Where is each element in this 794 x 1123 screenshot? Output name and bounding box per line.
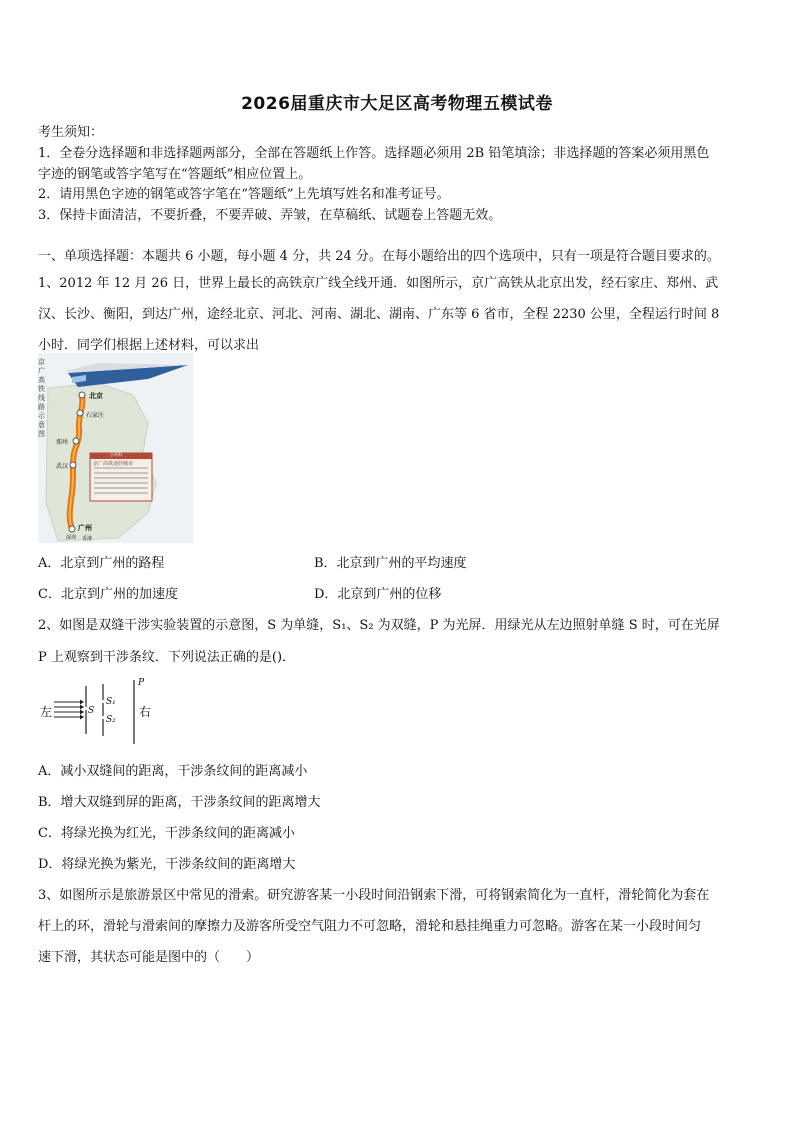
rail-map-figure <box>38 353 193 543</box>
rail-map-svg <box>38 353 193 543</box>
question-3-line: 杆上的环，滑轮与滑索间的摩擦力及游客所受空气阻力不可忽略，滑轮和悬挂绳重力可忽略。游客在某一小段时间匀 <box>38 919 702 934</box>
question-1-line: 1、2012 年 12 月 26 日，世界上最长的高铁京广线全线开通．如图所示，京广高铁从北京出发，经石家庄、郑州、武 <box>38 276 719 291</box>
city-label: 石家庄 <box>86 412 105 419</box>
notice-item: 3．保持卡面清洁，不要折叠，不要弄破、弄皱，在草稿纸、试题卷上答题无效。 <box>38 208 502 223</box>
city-label: 武汉 <box>56 463 69 470</box>
city-label: 广州 <box>78 523 92 532</box>
right-label: 右 <box>139 705 152 719</box>
info-box-header: 小资料 <box>110 452 122 457</box>
question-2-line: 2、如图是双缝干涉实验装置的示意图，S 为单缝，S₁、S₂ 为双缝，P 为光屏．用绿光从左边照射单缝 S 时，可在光屏 <box>38 618 720 633</box>
notice-item: 字迹的钢笔或答字笔写在“答题纸”相应位置上。 <box>38 167 312 182</box>
notice-heading: 考生须知： <box>38 125 104 140</box>
city-label: 郑州 <box>56 439 69 446</box>
question-3-line: 速下滑，其状态可能是图中的（ ） <box>38 950 260 965</box>
city-label: 香港 <box>82 536 93 542</box>
option-d: D．将绿光换为紫光，干涉条纹间的距离增大 <box>38 857 296 872</box>
section-heading: 一、单项选择题：本题共 6 小题，每小题 4 分，共 24 分。在每小题给出的四个选项中，只有一项是符合题目要求的。 <box>38 249 720 264</box>
option-a: A．减小双缝间的距离，干涉条纹间的距离减小 <box>38 764 308 779</box>
option-d: D．北京到广州的位移 <box>314 587 442 602</box>
notice-item: 2．请用黑色字迹的钢笔或答字笔在“答题纸”上先填写姓名和准考证号。 <box>38 187 450 202</box>
info-box-title: 京广高铁途经城市 <box>93 461 134 467</box>
question-3-line: 3、如图所示是旅游景区中常见的滑索。研究游客某一小段时间沿钢索下滑，可将钢索简化为一直杆，滑轮简化为套在 <box>38 888 710 903</box>
question-1-line: 小时．同学们根据上述材料，可以求出 <box>38 338 260 353</box>
question-1-line: 汉、长沙、衡阳，到达广州，途经北京、河北、河南、湖北、湖南、广东等 6 省市，全程 2230 公里，全程运行时间 8 <box>38 307 720 322</box>
screen-p-label: P <box>138 678 145 688</box>
map-side-label: 京 广 高 铁 线 路 示 意 图 <box>38 358 45 438</box>
question-2-line: P 上观察到干涉条纹．下列说法正确的是()． <box>38 650 296 665</box>
left-label: 左 <box>40 705 53 719</box>
double-slit-figure <box>38 676 163 748</box>
city-label: 北京 <box>89 391 103 400</box>
page-title: 2026届重庆市大足区高考物理五模试卷 <box>241 94 553 114</box>
slit-s2-label: S₂ <box>106 715 116 725</box>
option-b: B．增大双缝到屏的距离，干涉条纹间的距离增大 <box>38 795 321 810</box>
option-a: A．北京到广州的路程 <box>38 556 165 571</box>
slit-s-label: S <box>88 706 95 716</box>
option-c: C．北京到广州的加速度 <box>38 587 178 602</box>
option-c: C．将绿光换为红光，干涉条纹间的距离减小 <box>38 826 295 841</box>
option-b: B．北京到广州的平均速度 <box>314 556 467 571</box>
notice-item: 1．全卷分选择题和非选择题两部分，全部在答题纸上作答。选择题必须用 2B 铅笔填涂；非选择题的答案必须用黑色 <box>38 146 710 161</box>
city-label: 深圳 <box>66 535 77 541</box>
slit-s1-label: S₁ <box>106 697 116 707</box>
